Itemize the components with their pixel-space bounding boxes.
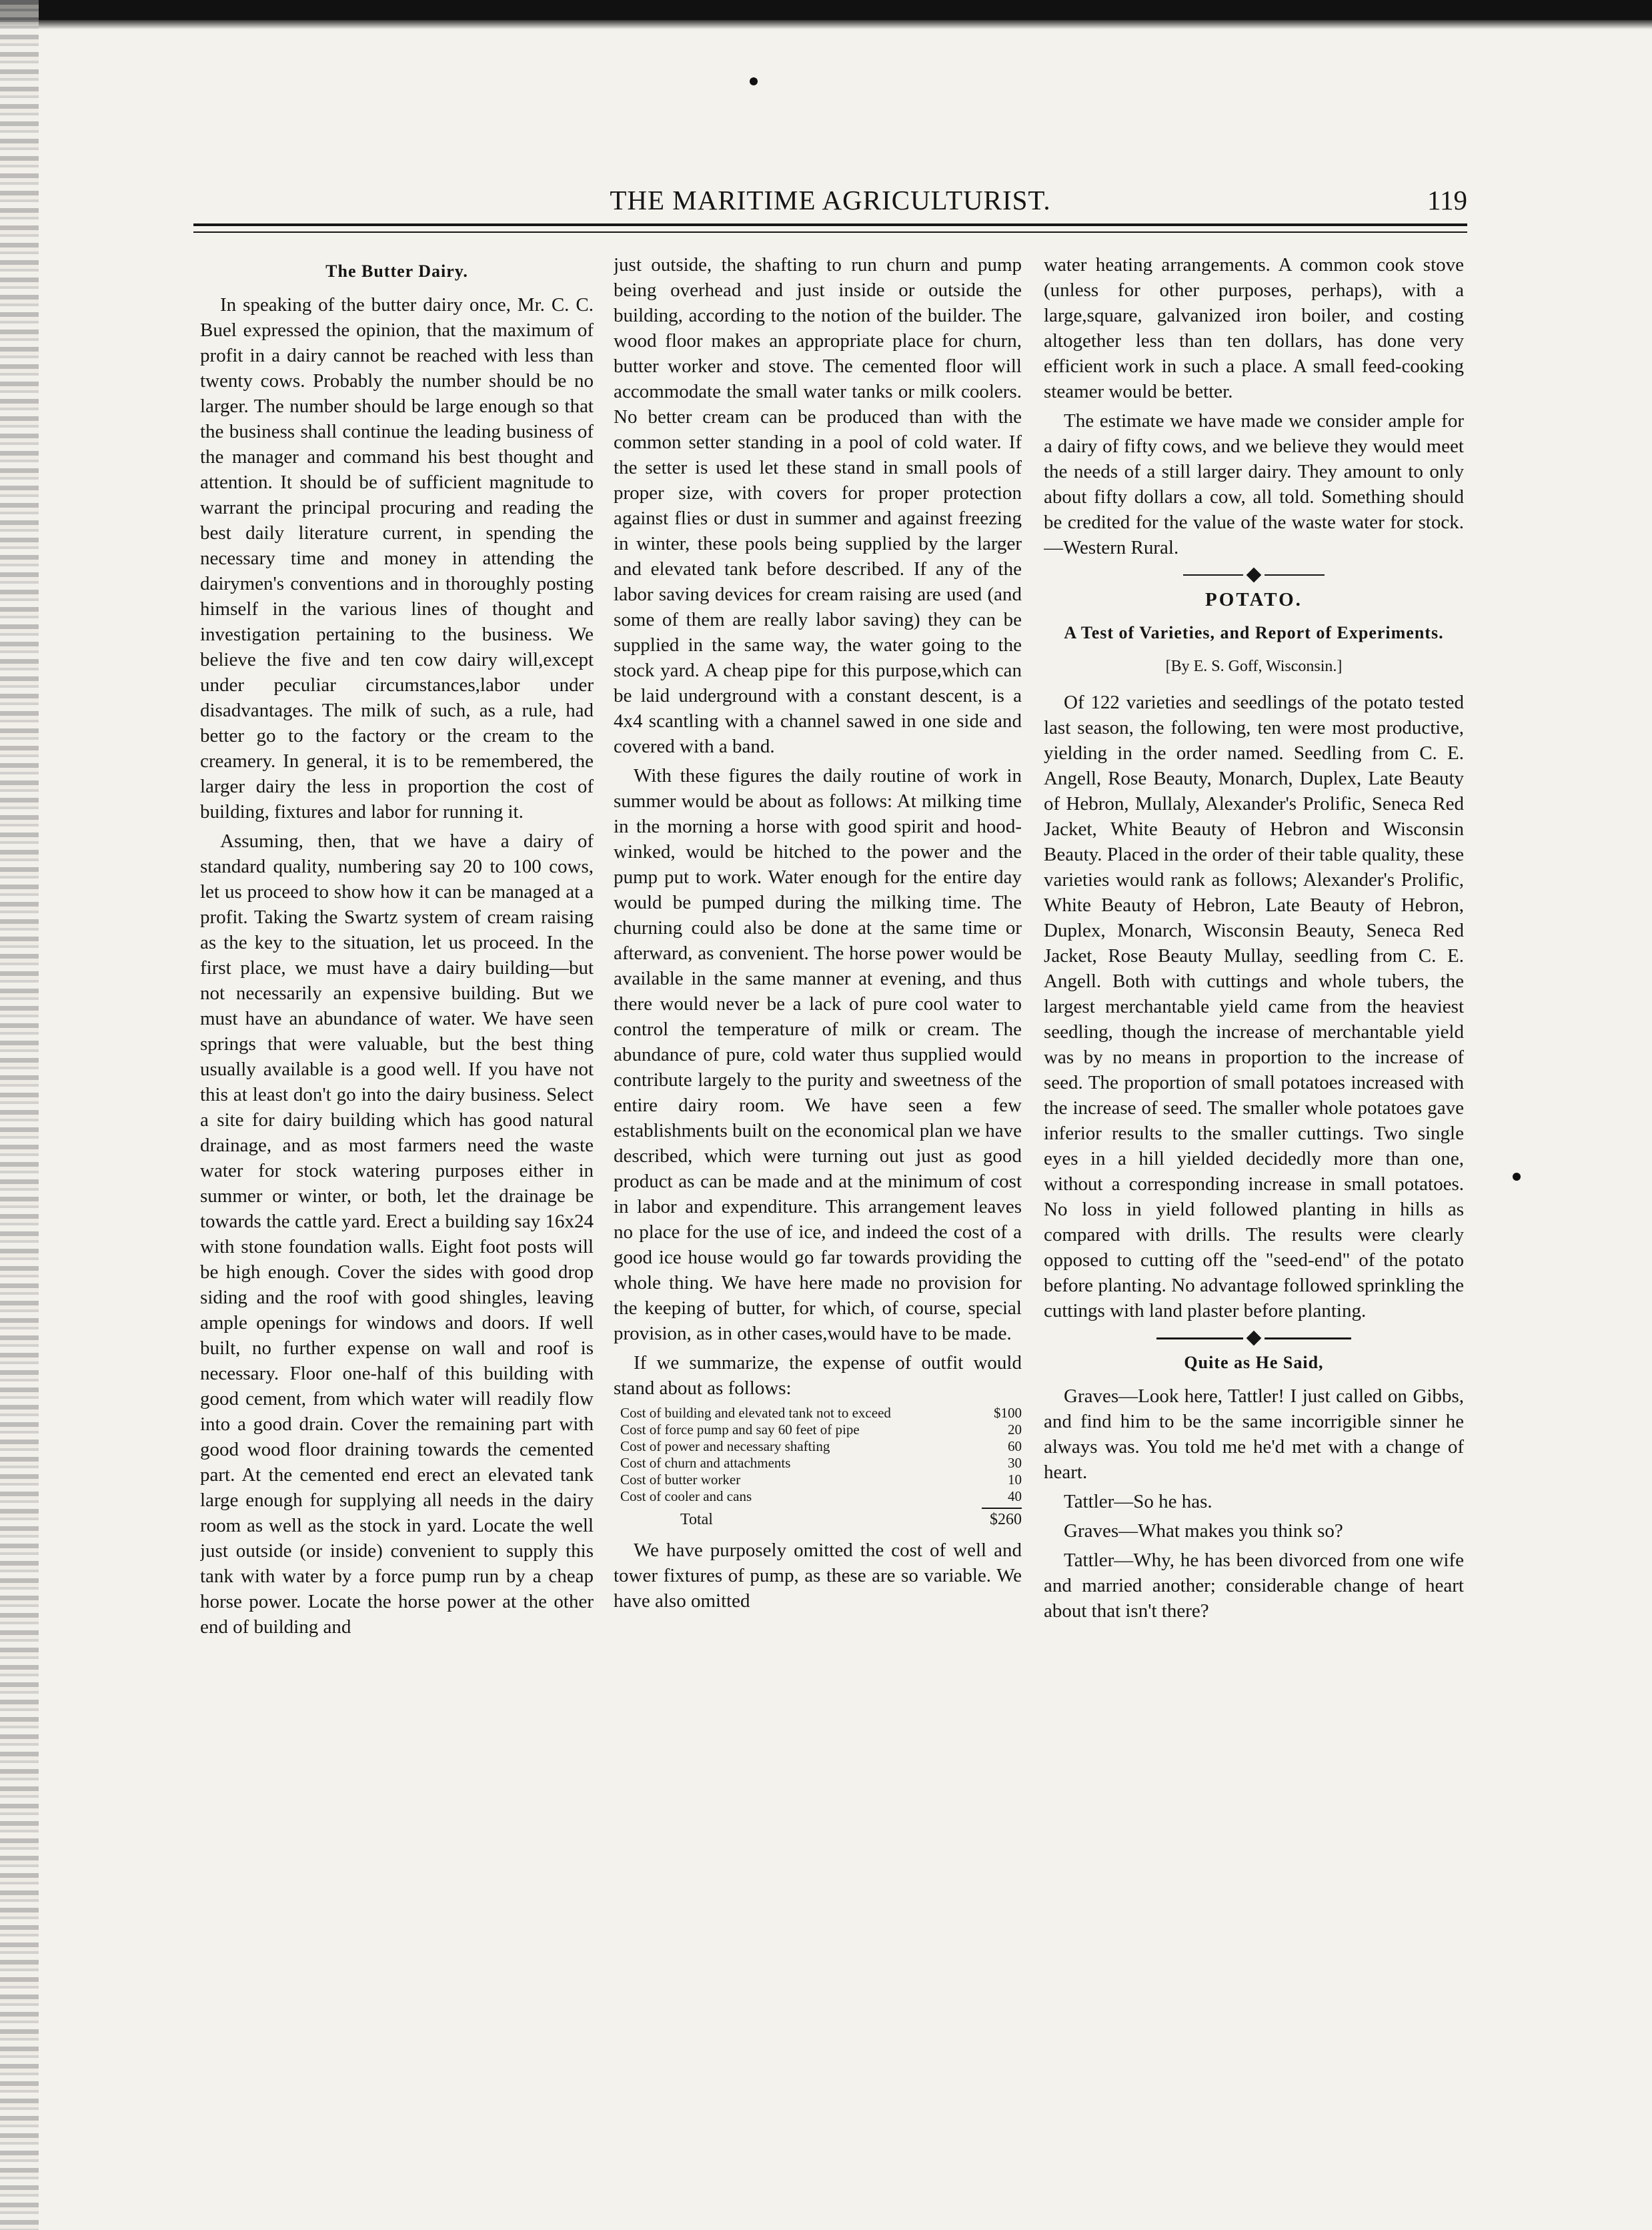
- article-title-butter-dairy: The Butter Dairy.: [325, 261, 468, 281]
- dialogue-line: Graves—Look here, Tattler! I just called on Gibbs, and find him to be the same incorrigible sinner he always was. You told me he'd met with a change of heart.: [1044, 1385, 1464, 1483]
- cost-amount: 60: [1008, 1438, 1022, 1454]
- cost-label: Cost of churn and attachments: [620, 1455, 791, 1471]
- dialogue-line: Tattler—Why, he has been divorced from one wife and married another; considerable change of heart about that isn't there?: [1044, 1550, 1464, 1622]
- article-paragraph: water heating arrangements. A common cook stove (unless for other purposes, perhaps), with a large,square, galvanized iron boiler, and costing altogether less than ten dollars, has done very efficient work in such a place. A small feed-cooking steamer would be better.: [1044, 254, 1464, 402]
- cost-label: Cost of cooler and cans: [620, 1488, 752, 1504]
- scan-speck: [1513, 1173, 1521, 1181]
- article-paragraph: With these figures the daily routine of work in summer would be about as follows: At milking time in the morning a horse with good spirit and hood-winked, would be hitched to the power and the pump put to work. Water enough for the entire day would be pumped during the milking time. The churning could also be done at the same time or afterward, as convenient. The horse power would be available in the same manner at evening, and thus there would never be a lack of pure cool water to control the temperature of milk or cream. The abundance of pure, cold water thus supplied would contribute largely to the purity and sweetness of the entire dairy room. We have seen a few establishments built on the economical plan we have described, which were turning out just as good product as can be made and at the minimum of cost in labor and expenditure. This arrangement leaves no place for the use of ice, and indeed the cost of a good ice house would go far towards providing the whole thing. We have here made no provision for the keeping of butter, for which, of course, special provision, as in other cases,would have to be made.: [614, 765, 1022, 1344]
- header-rule: [193, 223, 1467, 226]
- cost-row: [614, 1472, 1022, 1488]
- total-amount: $260: [990, 1511, 1022, 1528]
- article-paragraph: We have purposely omitted the cost of well and tower fixtures of pump, as these are so variable. We have also omitted: [614, 1540, 1022, 1612]
- page-header: [193, 184, 1467, 217]
- separator-ornament-icon: [1247, 1331, 1262, 1346]
- article-paragraph: The estimate we have made we consider ample for a dairy of fifty cows, and we believe they would meet the needs of a still larger dairy. They amount to only about fifty dollars a cow, all told. Something should be credited for the value of the waste water for stock.—Western Rural.: [1044, 410, 1464, 558]
- cost-row: [614, 1455, 1022, 1472]
- scan-top-shadow: [0, 20, 1652, 29]
- article-paragraph: Of 122 varieties and seedlings of the potato tested last season, the following, ten were most productive, yielding in the order named. Seedling from C. E. Angell, Rose Beauty, Monarch, Duplex, Late Beauty of Hebron, Mullaly, Alexander's Prolific, Seneca Red Jacket, White Beauty of Hebron and Wisconsin Beauty. Placed in the order of their table quality, these varieties would rank as follows; Alexander's Prolific, White Beauty of Hebron, Late Beauty of Hebron, Duplex, Monarch, Wisconsin Beauty, Seneca Red Jacket, Rose Beauty Mullay, seedling from C. E. Angell. Both with cuttings and whole tubers, the largest merchantable yield came from the heaviest seedling, though the increase of merchantable yield was by no means in proportion to the increase of seed. The proportion of small potatoes increased with the increase of seed. The smaller whole potatoes gave inferior results to the smaller cuttings. Two single eyes in a hill yielded decidedly more than one, without a corresponding increase in small potatoes. No loss in yield followed planting in hills as compared with drills. The results were clearly opposed to cutting off the "seed-end" of the potato before planting. No advantage followed sprinkling the cuttings with land plaster before planting.: [1044, 692, 1464, 1321]
- dialogue-line: Graves—What makes you think so?: [1064, 1520, 1343, 1542]
- article-paragraph: just outside, the shafting to run churn and pump being overhead and just inside or outside the building, according to the notion of the builder. The wood floor makes an appropriate place for churn, butter worker and stove. The cemented floor will accommodate the small water tanks or milk coolers. No better cream can be produced than with the common setter standing in a pool of cold water. If the setter is used let these stand in small pools of proper size, with covers for proper protection against flies or dust in summer and against freezing in winter, these pools being supplied by the larger and elevated tank before described. If any of the labor saving devices for cream raising are used (and some of them are really labor saving) they can be supplied in the same way, the water going to the stock yard. A cheap pipe for this purpose,which can be laid underground with a constant descent, is a 4x4 scantling with a channel sawed in one side and covered with a band.: [614, 254, 1022, 757]
- cost-label: Cost of building and elevated tank not to exceed: [620, 1405, 891, 1421]
- total-rule: [982, 1508, 1022, 1509]
- cost-row: [614, 1438, 1022, 1455]
- separator-ornament-icon: [1247, 568, 1262, 583]
- total-label: Total: [680, 1511, 713, 1528]
- cost-amount: 30: [1008, 1455, 1022, 1471]
- article-title-quite-as-he-said: Quite as He Said,: [1184, 1353, 1324, 1372]
- scan-top-border: [0, 0, 1652, 20]
- column-3: [1044, 252, 1464, 2213]
- section-separator: [1044, 570, 1464, 580]
- page-number: 119: [1427, 185, 1467, 215]
- header-rule-thin: [193, 231, 1467, 233]
- cost-label: Cost of butter worker: [620, 1472, 741, 1488]
- article-subtitle: A Test of Varieties, and Report of Experiments.: [1064, 623, 1444, 642]
- dialogue-line: Tattler—So he has.: [1064, 1491, 1212, 1512]
- cost-row: [614, 1405, 1022, 1422]
- article-paragraph: Assuming, then, that we have a dairy of standard quality, numbering say 20 to 100 cows, let us proceed to show how it can be managed at a profit. Taking the Swartz system of cream raising as the key to the situation, let us proceed. In the first place, we must have a dairy building—but not necessarily an expensive building. But we must have an abundance of water. We have seen springs that were valuable, but the best thing usually available is a good well. If you have not this at least don't go into the dairy business. Select a site for dairy building which has good natural drainage, and as most farmers need the waste water for stock watering purposes either in summer or winter, or both, let the drainage be towards the cattle yard. Erect a building say 16x24 with stone foundation walls. Eight foot posts will be high enough. Cover the sides with good drop siding and the roof with good shingles, leaving ample openings for windows and doors. If well built, no further expense on wall and roof is necessary. Floor one-half of this building with good cement, from which water will readily flow into a good drain. Cover the remaining part with good wood floor draining towards the cemented part. At the cemented end erect an elevated tank large enough for supplying all needs in the dairy room as well as the stock in yard. Locate the well just outside (or inside) convenient to supply this tank with water by a force pump run by a cheap horse power. Locate the horse power at the other end of building and: [200, 830, 594, 1638]
- section-title-potato: POTATO.: [1205, 589, 1303, 610]
- cost-amount: 40: [1008, 1488, 1022, 1504]
- section-separator: [1044, 1333, 1464, 1343]
- cost-row: [614, 1488, 1022, 1505]
- cost-label: Cost of power and necessary shafting: [620, 1438, 830, 1454]
- cost-amount: 20: [1008, 1422, 1022, 1438]
- column-1: [200, 252, 594, 2213]
- cost-total-row: [614, 1512, 1022, 1528]
- cost-amount: $100: [994, 1405, 1022, 1421]
- article-paragraph: In speaking of the butter dairy once, Mr. C. C. Buel expressed the opinion, that the maximum of profit in a dairy cannot be reached with less than twenty cows. Probably the number should be no larger. The number should be large enough so that the business shall continue the leading business of the manager and command his best thought and attention. It should be of sufficient magnitude to warrant the principal procuring and reading the best daily literature current, in spending the necessary time and money in attending the dairymen's conventions and in thoroughly posting himself in the various lines of thought and investigation pertaining to the business. We believe the five and ten cow dairy will,except under peculiar circumstances,labor under disadvantages. The milk of such, as a rule, had better go to the factory or the cream to the creamery. In general, it is to be remembered, the larger dairy the less in proportion the cost of building, fixtures and labor for running it.: [200, 294, 594, 822]
- article-byline: [By E. S. Goff, Wisconsin.]: [1165, 658, 1343, 675]
- running-title: THE MARITIME AGRICULTURIST.: [610, 185, 1051, 215]
- column-2: [614, 252, 1022, 2213]
- scan-left-binding: [0, 0, 39, 2230]
- cost-label: Cost of force pump and say 60 feet of pipe: [620, 1422, 860, 1438]
- cost-row: [614, 1422, 1022, 1438]
- scan-speck: [750, 77, 758, 85]
- cost-amount: 10: [1008, 1472, 1022, 1488]
- cost-table: [614, 1405, 1022, 1528]
- article-paragraph: If we summarize, the expense of outfit would stand about as follows:: [614, 1352, 1022, 1399]
